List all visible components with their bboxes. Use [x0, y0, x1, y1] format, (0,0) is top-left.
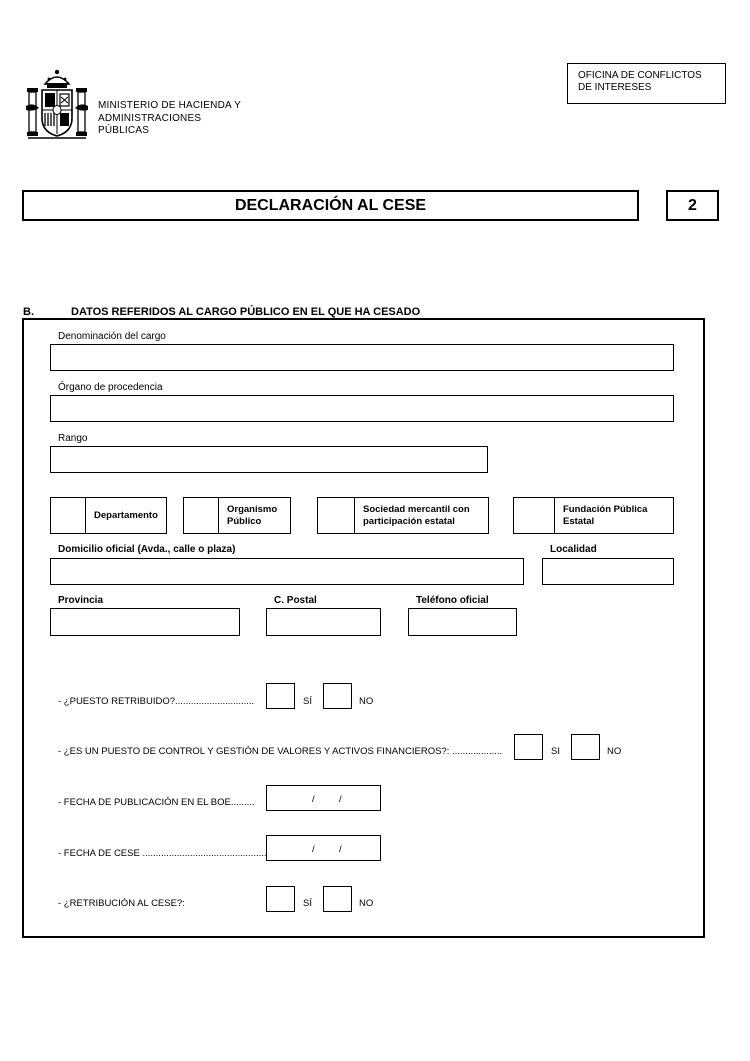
puesto-retribuido-text: - ¿PUESTO RETRIBUIDO? — [58, 696, 176, 707]
denominacion-label: Denominación del cargo — [58, 331, 166, 342]
control-valores-si-label: SI — [551, 746, 560, 757]
organismo-text-2: Público — [227, 515, 262, 527]
departamento-label — [86, 498, 158, 533]
fundacion-text-2: Estatal — [563, 515, 595, 527]
control-valores-no-checkbox[interactable] — [571, 734, 600, 760]
organismo-checkbox[interactable] — [184, 498, 219, 533]
puesto-retribuido-no-checkbox[interactable] — [323, 683, 352, 709]
localidad-label: Localidad — [550, 544, 597, 555]
date-separator-1: / — [312, 844, 315, 855]
control-valores-si-checkbox[interactable] — [514, 734, 543, 760]
sociedad-text-2: participación estatal — [363, 515, 455, 527]
office-line-2: DE INTERESES — [578, 82, 652, 93]
spain-coat-of-arms-icon — [25, 66, 89, 144]
ministry-line-1: MINISTERIO DE HACIENDA Y — [98, 100, 241, 111]
rango-field[interactable] — [50, 446, 488, 473]
control-valores-dots: ................... — [449, 746, 503, 757]
organismo-label — [219, 498, 277, 533]
form-number: 2 — [666, 190, 719, 221]
organismo-text-1: Organismo — [227, 503, 278, 515]
fecha-cese-dots: ............................................... — [139, 848, 267, 859]
date-separator-2: / — [339, 794, 342, 805]
provincia-label: Provincia — [58, 595, 104, 606]
office-box — [567, 63, 726, 104]
puesto-retribuido-dots: .............................. — [175, 696, 255, 707]
office-line-1: OFICINA DE CONFLICTOS — [578, 70, 702, 81]
retribucion-cese-no-checkbox[interactable] — [323, 886, 352, 912]
control-valores-text: - ¿ES UN PUESTO DE CONTROL Y GESTIÓN DE VALORES Y ACTIVOS FINANCIEROS?: — [58, 746, 450, 757]
fundacion-checkbox[interactable] — [514, 498, 555, 533]
puesto-retribuido-question — [58, 696, 254, 707]
fecha-cese-text: - FECHA DE CESE — [58, 848, 140, 859]
retribucion-cese-si-checkbox[interactable] — [266, 886, 295, 912]
fecha-boe-question — [58, 797, 255, 808]
denominacion-field[interactable] — [50, 344, 674, 371]
retribucion-cese-no-label: NO — [359, 898, 374, 909]
organo-label: Órgano de procedencia — [58, 382, 163, 393]
ministry-name — [98, 100, 241, 138]
puesto-retribuido-si-label: SÍ — [303, 696, 312, 707]
departamento-option[interactable] — [50, 497, 167, 534]
telefono-label: Teléfono oficial — [416, 595, 489, 606]
control-valores-no-label: NO — [607, 746, 622, 757]
telefono-field[interactable] — [408, 608, 517, 636]
section-title: DATOS REFERIDOS AL CARGO PÚBLICO EN EL QUE HA CESADO — [71, 306, 421, 318]
fundacion-text-1: Fundación Pública — [563, 503, 648, 515]
form-title: DECLARACIÓN AL CESE — [22, 190, 639, 221]
date-separator-2: / — [339, 844, 342, 855]
control-valores-question — [58, 746, 502, 757]
puesto-retribuido-no-label: NO — [359, 696, 374, 707]
sociedad-option[interactable] — [317, 497, 489, 534]
fundacion-option[interactable] — [513, 497, 674, 534]
departamento-text: Departamento — [94, 509, 158, 521]
localidad-field[interactable] — [542, 558, 674, 585]
retribucion-cese-question: - ¿RETRIBUCIÓN AL CESE?: — [58, 898, 185, 909]
puesto-retribuido-si-checkbox[interactable] — [266, 683, 295, 709]
ministry-line-2: ADMINISTRACIONES — [98, 112, 202, 124]
departamento-checkbox[interactable] — [51, 498, 86, 533]
domicilio-field[interactable] — [50, 558, 524, 585]
sociedad-checkbox[interactable] — [318, 498, 355, 533]
section-letter: B. — [23, 306, 34, 318]
fecha-boe-dots: ......... — [230, 797, 255, 808]
cpostal-label: C. Postal — [274, 595, 317, 606]
fecha-boe-text: - FECHA DE PUBLICACIÓN EN EL BOE — [58, 797, 231, 808]
provincia-field[interactable] — [50, 608, 240, 636]
fecha-cese-field[interactable] — [266, 835, 381, 861]
domicilio-label: Domicilio oficial (Avda., calle o plaza) — [58, 544, 236, 555]
fundacion-label — [555, 498, 647, 533]
sociedad-text-1: Sociedad mercantil con — [363, 503, 470, 515]
sociedad-label — [355, 498, 470, 533]
organo-field[interactable] — [50, 395, 674, 422]
organismo-option[interactable] — [183, 497, 291, 534]
cpostal-field[interactable] — [266, 608, 381, 636]
retribucion-cese-si-label: SÍ — [303, 898, 312, 909]
fecha-boe-field[interactable] — [266, 785, 381, 811]
date-separator-1: / — [312, 794, 315, 805]
rango-label: Rango — [58, 433, 88, 444]
fecha-cese-question — [58, 848, 267, 859]
ministry-line-3: PÚBLICAS — [98, 125, 150, 136]
